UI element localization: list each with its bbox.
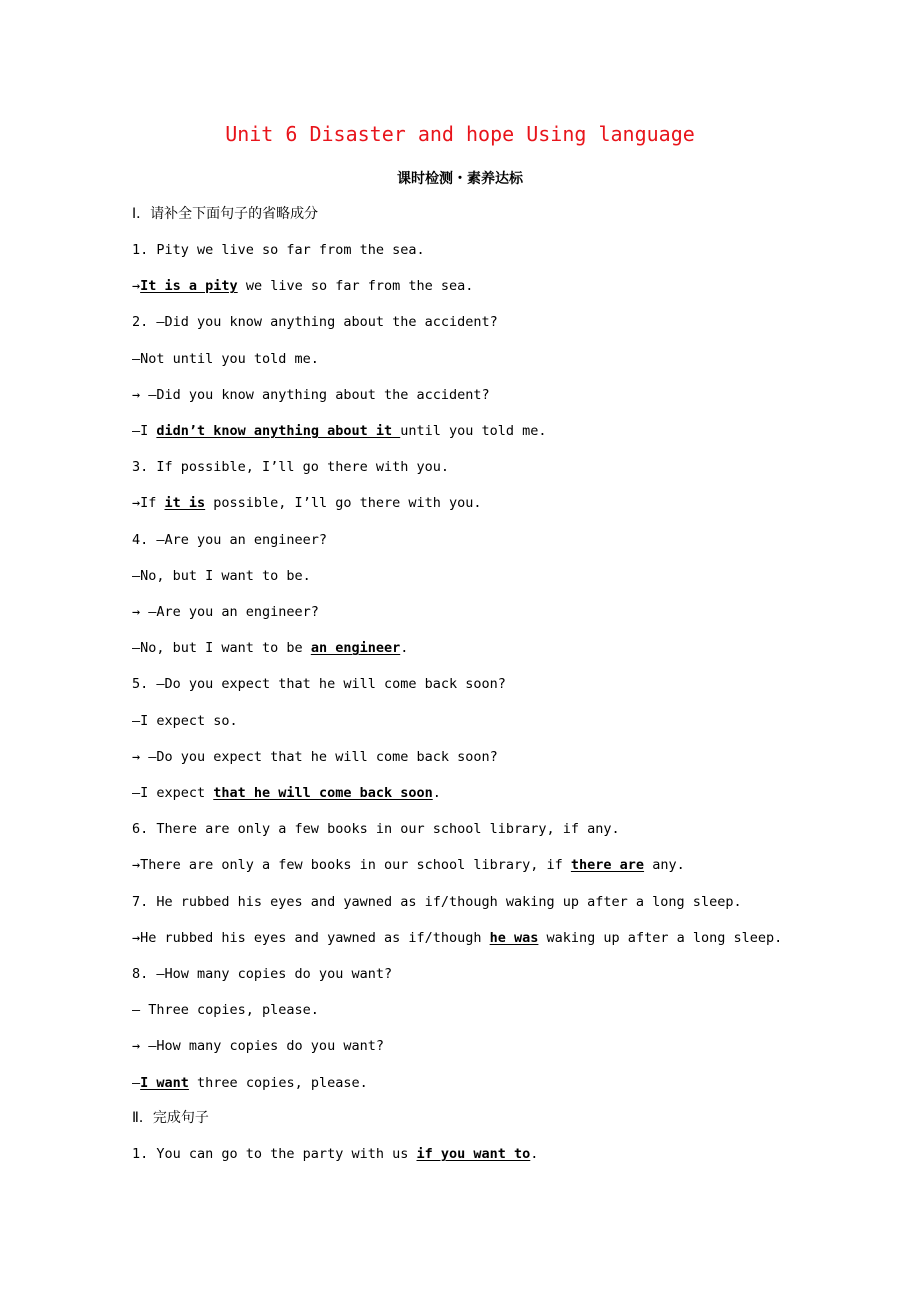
exercise-line	[132, 422, 547, 440]
page-subtitle: 课时检测・素养达标	[397, 171, 523, 187]
exercise-line	[132, 784, 441, 802]
answer-blank: if you want to	[416, 1146, 531, 1162]
answer-blank: didn’t know anything about it	[156, 423, 401, 439]
line-text: —No, but I want to be	[132, 640, 311, 657]
line-text: —No, but I want to be.	[132, 567, 311, 584]
line-text: 5. —Do you expect that he will come back soon?	[132, 676, 506, 693]
exercise-line	[132, 531, 327, 549]
line-text: —I expect	[132, 785, 214, 801]
exercise-line	[132, 494, 482, 512]
line-text: .	[432, 785, 441, 801]
line-text: → —Do you expect that he will come back soon?	[132, 748, 498, 765]
exercise-line	[132, 712, 238, 730]
exercise-line	[132, 313, 498, 331]
exercise-line	[132, 748, 498, 766]
line-text: —	[132, 1074, 141, 1091]
line-text: 3. If possible, I’ll go there with you.	[132, 459, 449, 476]
line-text: until you told me.	[400, 423, 547, 439]
line-text: three copies, please.	[188, 1074, 368, 1091]
exercise-line	[132, 1074, 368, 1092]
exercise-line	[132, 386, 490, 404]
answer-blank: I want	[140, 1074, 189, 1091]
exercise-line	[132, 965, 392, 983]
line-text: we live so far from the sea.	[237, 278, 474, 295]
line-text: .	[530, 1146, 539, 1162]
section-2-heading: Ⅱ．完成句子	[132, 1110, 209, 1126]
line-text: 6. There are only a few books in our school library, if any.	[132, 821, 620, 838]
line-text: 1. You can go to the party with us	[132, 1146, 417, 1162]
answer-blank: It is a pity	[140, 278, 238, 295]
line-text: → —Did you know anything about the accident?	[132, 386, 490, 403]
exercise-line	[132, 893, 742, 911]
line-text: —Not until you told me.	[132, 350, 319, 367]
line-text: →If	[132, 495, 165, 512]
line-text: — Three copies, please.	[132, 1002, 319, 1019]
line-text: 4. —Are you an engineer?	[132, 531, 328, 548]
line-text: 7. He rubbed his eyes and yawned as if/though waking up after a long sleep.	[132, 893, 742, 910]
exercise-line	[132, 1037, 384, 1055]
exercise-line	[132, 929, 782, 947]
line-text: → —Are you an engineer?	[132, 604, 319, 620]
answer-blank: it is	[164, 495, 206, 512]
line-text: .	[400, 640, 409, 657]
exercise-line	[132, 277, 473, 295]
line-text: →He rubbed his eyes and yawned as if/though	[132, 929, 490, 946]
line-text: —I	[132, 423, 157, 439]
exercise-line	[132, 856, 685, 874]
exercise-line	[132, 603, 319, 621]
exercise-line	[132, 567, 311, 585]
line-text: 1. Pity we live so far from the sea.	[132, 242, 425, 258]
answer-blank: that he will come back soon	[213, 785, 433, 801]
line-text: waking up after a long sleep.	[538, 929, 783, 946]
line-text: 2. —Did you know anything about the accident?	[132, 314, 498, 331]
exercise-line	[132, 458, 449, 476]
answer-blank: an engineer	[310, 640, 401, 657]
exercise-line	[132, 820, 620, 838]
line-text: →	[132, 278, 141, 295]
line-text: → —How many copies do you want?	[132, 1038, 384, 1055]
exercise-line	[132, 350, 319, 368]
line-text: possible, I’ll go there with you.	[205, 495, 482, 512]
answer-blank: he was	[489, 929, 539, 946]
section-1-heading: Ⅰ．请补全下面句子的省略成分	[132, 206, 319, 222]
line-text: →There are only a few books in our school library, if	[132, 857, 571, 874]
line-text: any.	[644, 857, 685, 874]
line-text: —I expect so.	[132, 712, 238, 729]
answer-blank: there are	[570, 857, 645, 874]
line-text: 8. —How many copies do you want?	[132, 966, 393, 982]
exercise-line	[132, 241, 425, 259]
exercise-line	[132, 1145, 538, 1163]
exercise-line	[132, 639, 408, 657]
exercise-line	[132, 675, 506, 693]
page-title: Unit 6 Disaster and hope Using language	[225, 122, 695, 146]
exercise-line	[132, 1001, 319, 1019]
